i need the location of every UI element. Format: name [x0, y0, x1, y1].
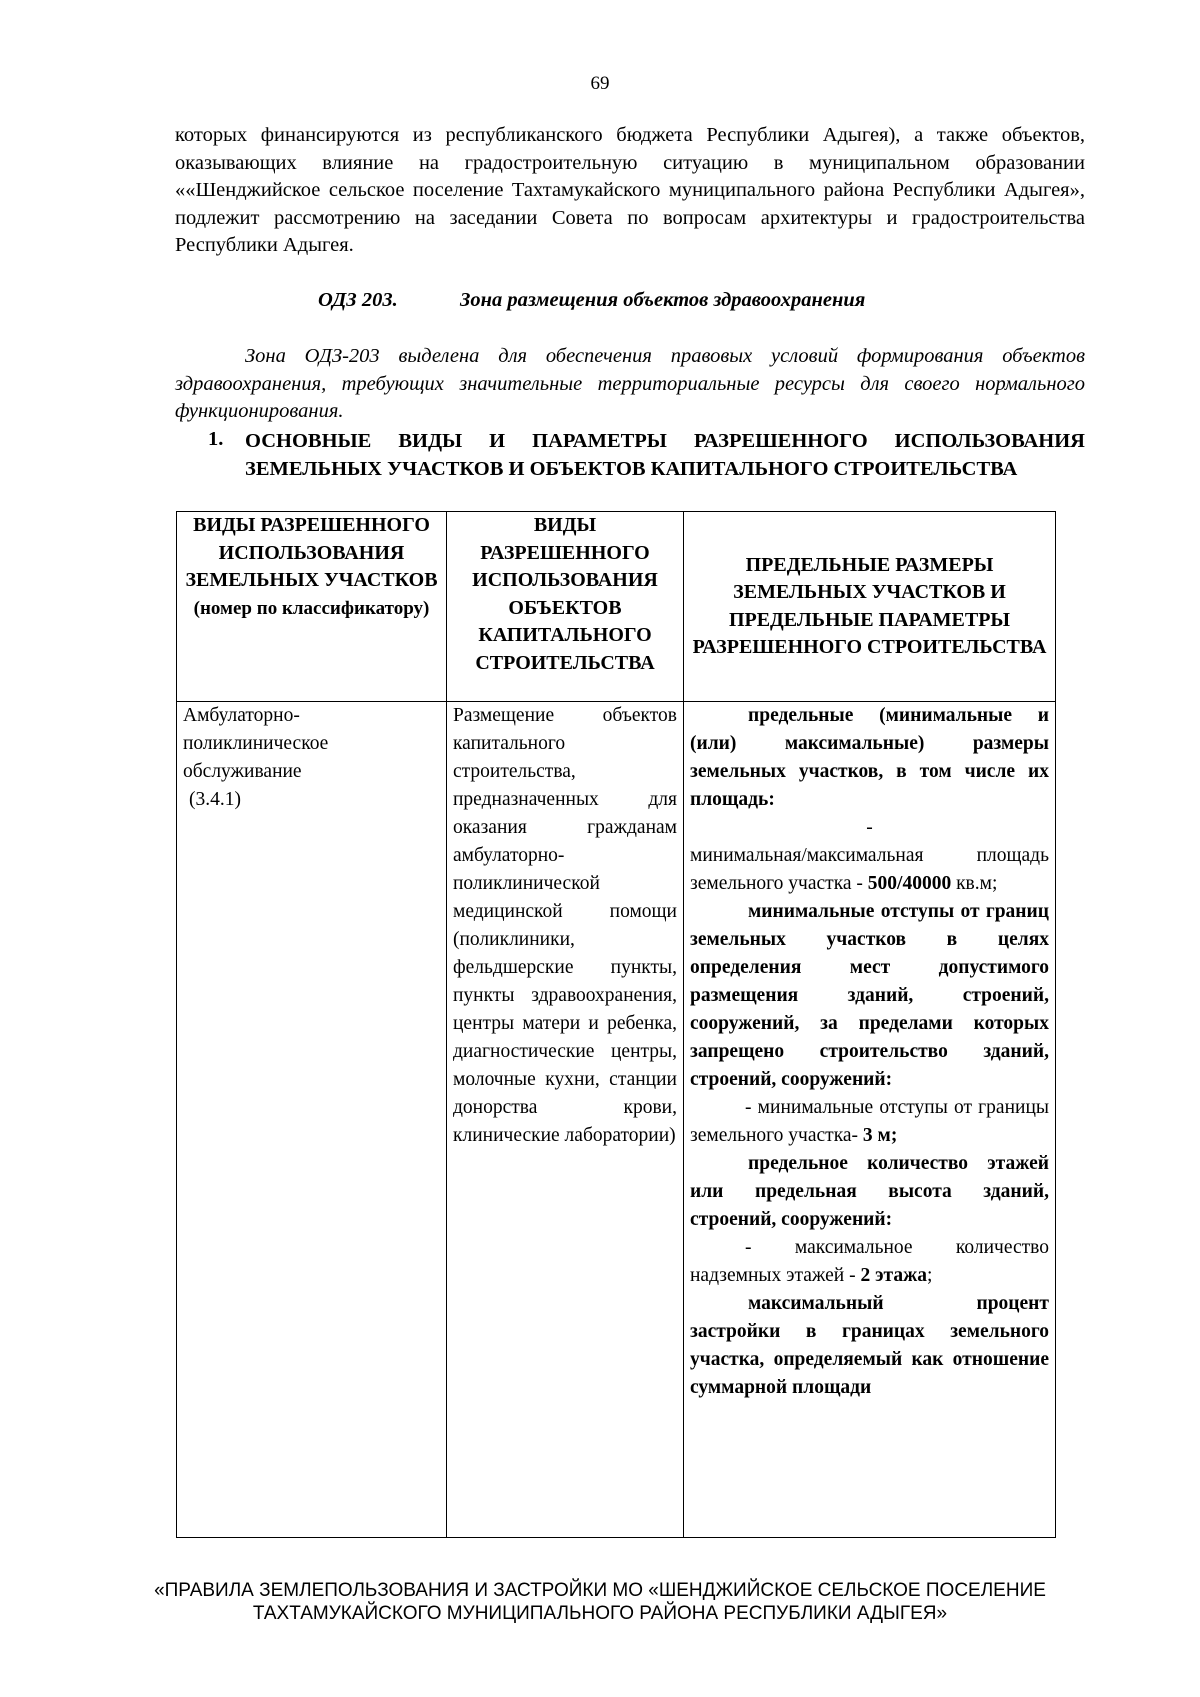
size-dash: - [866, 817, 873, 838]
setback-heading: минимальные отступы от границ земельных участков в целях определения мест допустимого размещения зданий, строений, сооружений, за пределами которых запрещено строительство зданий, строений, сооружений: [690, 901, 1049, 1090]
floors-value: 2 этажа [860, 1265, 927, 1286]
floors-text: - максимальное количество надземных этажей - [690, 1237, 1049, 1286]
zone-heading [318, 289, 865, 312]
classifier-code: (3.4.1) [189, 789, 241, 810]
header-object-use-title: ВИДЫ РАЗРЕШЕННОГО ИСПОЛЬЗОВАНИЯ ОБЪЕКТОВ КАПИТАЛЬНОГО СТРОИТЕЛЬСТВА [472, 514, 658, 674]
cell-land-use [177, 702, 447, 1538]
header-params [684, 512, 1056, 702]
size-heading: предельные (минимальные и (или) максимальные) размеры земельных участков, в том числе их площадь: [690, 705, 1049, 810]
area-unit: кв.м; [956, 873, 998, 894]
cell-object-use [447, 702, 684, 1538]
area-value: 500/40000 [867, 873, 952, 894]
setback-text: - минимальные отступы от границы земельного участка- [690, 1097, 1049, 1146]
setback-param [690, 1094, 1049, 1150]
floors-param [690, 1234, 1049, 1290]
floors-end: ; [926, 1265, 933, 1286]
table-header-row [177, 512, 1056, 702]
object-use-text: Размещение объектов капитального строительства, предназначенных для оказания гражданам амбулаторно-поликлинической медицинской помощи (поликлиники, фельдшерские пункты, пункты здравоохранения, центры матери и ребенка, диагностические центры, молочные кухни, станции донорства крови, клинические лаборатории) [453, 705, 677, 1146]
setback-value: 3 м; [862, 1125, 898, 1146]
area-param [690, 842, 1049, 898]
floors-heading: предельное количество этажей или предельная высота зданий, строений, сооружений: [690, 1153, 1049, 1230]
coverage-heading: максимальный процент застройки в границах земельного участка, определяемый как отношение суммарной площади [690, 1293, 1049, 1398]
header-land-use-title: ВИДЫ РАЗРЕШЕННОГО ИСПОЛЬЗОВАНИЯ ЗЕМЕЛЬНЫХ УЧАСТКОВ [185, 514, 438, 591]
cell-params [684, 702, 1056, 1538]
footer-line-2: ТАХТАМУКАЙСКОГО МУНИЦИПАЛЬНОГО РАЙОНА РЕСПУБЛИКИ АДЫГЕЯ» [252, 1603, 948, 1624]
table-row [177, 702, 1056, 1538]
zone-description: Зона ОДЗ-203 выделена для обеспечения правовых условий формирования объектов здравоохранения, требующих значительные территориальные ресурсы для своего нормального функционирования. [175, 345, 1085, 422]
area-text: минимальная/максимальная площадь земельного участка - [690, 845, 1049, 894]
header-land-use-sub: (номер по классификатору) [193, 597, 430, 619]
header-params-title: ПРЕДЕЛЬНЫЕ РАЗМЕРЫ ЗЕМЕЛЬНЫХ УЧАСТКОВ И ПРЕДЕЛЬНЫЕ ПАРАМЕТРЫ РАЗРЕШЕННОГО СТРОИТЕЛЬСТВА [692, 553, 1047, 658]
section-number: 1. [208, 428, 224, 450]
section-title: ОСНОВНЫЕ ВИДЫ И ПАРАМЕТРЫ РАЗРЕШЕННОГО ИСПОЛЬЗОВАНИЯ ЗЕМЕЛЬНЫХ УЧАСТКОВ И ОБЪЕКТОВ КАПИТАЛЬНОГО СТРОИТЕЛЬСТВА [245, 430, 1085, 480]
land-use-name: Амбулаторно-поликлиническое обслуживание [183, 705, 329, 782]
zoning-table [176, 511, 1056, 1538]
page-number: 69 [590, 73, 610, 94]
page-footer [0, 1579, 1200, 1625]
zone-title: Зона размещения объектов здравоохранения [460, 289, 866, 311]
zone-code: ОДЗ 203. [318, 289, 398, 311]
header-land-use [177, 512, 447, 702]
intro-paragraph: которых финансируются из республиканского бюджета Республики Адыгея), а также объектов, оказывающих влияние на градостроительную ситуацию в муниципальном образовании ««Шенджийское сельское поселение Тахтамукайского муниципального района Республики Адыгея», подлежит рассмотрению на заседании Совета по вопросам архитектуры и градостроительства Республики Адыгея. [175, 124, 1085, 256]
footer-line-1: «ПРАВИЛА ЗЕМЛЕПОЛЬЗОВАНИЯ И ЗАСТРОЙКИ МО «ШЕНДЖИЙСКОЕ СЕЛЬСКОЕ ПОСЕЛЕНИЕ [154, 1580, 1046, 1601]
header-object-use [447, 512, 684, 702]
